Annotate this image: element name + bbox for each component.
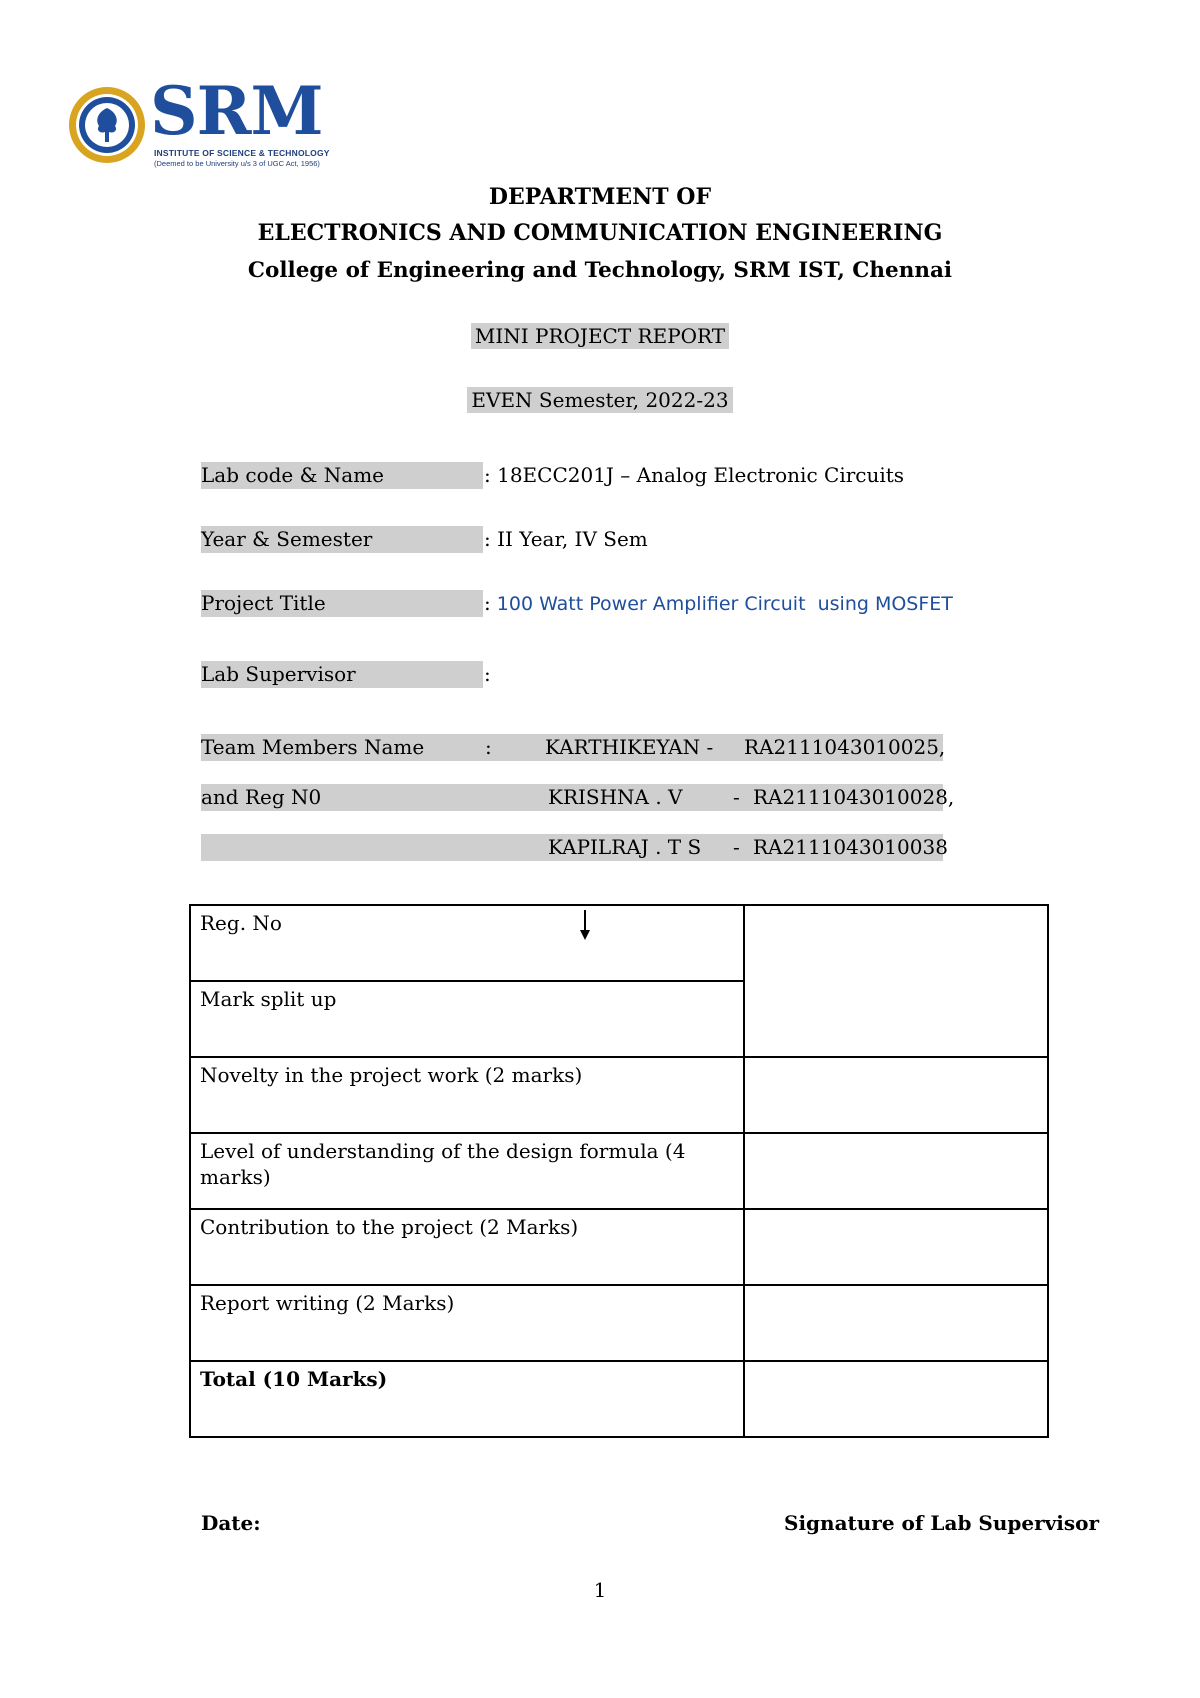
team-colon: :	[485, 735, 492, 759]
srm-seal-icon	[68, 86, 146, 164]
project-title-colon: :	[484, 591, 491, 615]
lab-supervisor-value: :	[484, 662, 491, 686]
team-members-label: Team Members Name	[201, 735, 425, 759]
semester-line	[0, 388, 1200, 412]
srm-logo	[68, 72, 330, 172]
down-arrow-icon	[578, 910, 592, 942]
table-cell: Reg. No	[190, 905, 744, 981]
project-title-label: Project Title	[201, 590, 483, 617]
team-row-2	[201, 784, 955, 811]
member-reg: RA2111043010028,	[753, 785, 955, 809]
member-name: KRISHNA . V	[548, 785, 683, 809]
table-row	[190, 905, 1048, 981]
lab-code-value: : 18ECC201J – Analog Electronic Circuits	[484, 463, 905, 487]
member-name: KARTHIKEYAN -	[545, 735, 714, 759]
table-cell: Report writing (2 Marks)	[190, 1285, 744, 1361]
table-cell: Novelty in the project work (2 marks)	[190, 1057, 744, 1133]
total-entry-cell	[744, 1361, 1048, 1437]
report-type-line	[0, 324, 1200, 348]
logo-tagline: (Deemed to be University u/s 3 of UGC Act, 1956)	[154, 159, 320, 168]
reg-no-entry-cell	[744, 905, 1048, 1057]
signature-label: Signature of Lab Supervisor	[784, 1511, 1099, 1535]
member-separator: -	[733, 835, 740, 859]
department-name: ELECTRONICS AND COMMUNICATION ENGINEERING	[257, 220, 943, 246]
page-number: 1	[593, 1578, 607, 1602]
year-semester-label: Year & Semester	[201, 526, 483, 553]
semester: EVEN Semester, 2022-23	[467, 387, 732, 413]
project-title-value: 100 Watt Power Amplifier Circuit using MOSFET	[490, 593, 953, 615]
year-semester-value: : II Year, IV Sem	[484, 527, 648, 551]
table-row	[190, 1285, 1048, 1361]
report-type: MINI PROJECT REPORT	[471, 323, 729, 349]
college-name: College of Engineering and Technology, SRM IST, Chennai	[247, 258, 953, 283]
lab-supervisor-label: Lab Supervisor	[201, 661, 483, 688]
table-cell: Contribution to the project (2 Marks)	[190, 1209, 744, 1285]
team-row-3	[201, 834, 948, 861]
marks-table	[189, 904, 1049, 1394]
member-separator: -	[733, 785, 740, 809]
mark-entry-cell	[744, 1285, 1048, 1361]
member-name: KAPILRAJ . T S	[548, 835, 702, 859]
table-cell: Level of understanding of the design formula (4 marks)	[190, 1133, 744, 1209]
member-reg: RA2111043010038	[753, 835, 948, 859]
logo-subtitle: INSTITUTE OF SCIENCE & TECHNOLOGY	[154, 148, 330, 158]
date-label: Date:	[201, 1511, 261, 1535]
table-row	[190, 1209, 1048, 1285]
department-heading: DEPARTMENT OF	[488, 184, 712, 210]
table-row	[190, 1057, 1048, 1133]
srm-wordmark: SRM	[150, 72, 323, 150]
mark-entry-cell	[744, 1133, 1048, 1209]
reg-no-label: and Reg N0	[201, 785, 322, 809]
lab-code-label: Lab code & Name	[201, 462, 483, 489]
member-reg: RA2111043010025,	[744, 735, 946, 759]
table-cell: Mark split up	[190, 981, 744, 1057]
team-row-1	[201, 734, 946, 761]
mark-entry-cell	[744, 1209, 1048, 1285]
total-cell: Total (10 Marks)	[190, 1361, 744, 1437]
table-row	[190, 1133, 1048, 1209]
table-row	[190, 1361, 1048, 1437]
mark-entry-cell	[744, 1057, 1048, 1133]
project-title-row	[484, 590, 953, 618]
